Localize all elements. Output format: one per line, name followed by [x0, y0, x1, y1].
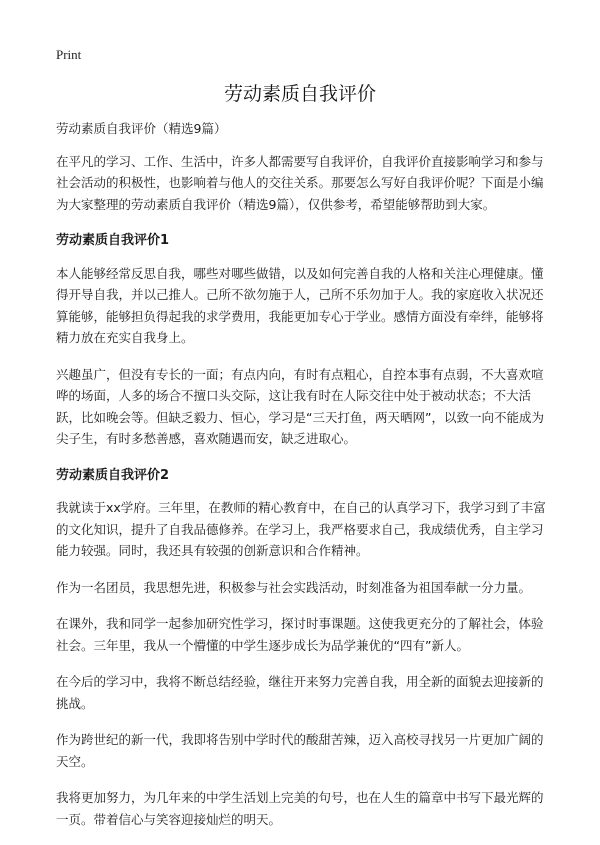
intro-paragraph: 在平凡的学习、工作、生活中，许多人都需要写自我评价，自我评价直接影响学习和参与社会活动的积极性，也影响着与他人的交往关系。那要怎么写好自我评价呢？下面是小编为大家整理的劳动素质自我评价（精选9篇），仅供参考，希望能够帮助到大家。	[56, 153, 544, 212]
section-paragraph: 兴趣虽广，但没有专长的一面；有点内向，有时有点粗心，自控本事有点弱，不大喜欢喧哗的场面，人多的场合不擅口头交际，这让我有时在人际交往中处于被动状态；不大活跃，比如晚会等。但缺乏毅力、恒心，学习是“三天打鱼，两天晒网”，以致一向不能成为尖子生，有时多愁善感，喜欢随遇而安，缺乏进取心。	[56, 366, 544, 446]
section-paragraph: 作为一名团员，我思想先进，积极参与社会实践活动，时刻准备为祖国奉献一分力量。	[56, 579, 532, 595]
print-link[interactable]: Print	[56, 47, 82, 62]
page-title: 劳动素质自我评价	[223, 83, 376, 105]
section-paragraph: 作为跨世纪的新一代，我即将告别中学时代的酸甜苦辣，迈入高校寻找另一片更加广阔的天空。	[56, 732, 544, 769]
document-body	[56, 118, 552, 845]
section-paragraph: 在课外，我和同学一起参加研究性学习，探讨时事课题。这使我更充分的了解社会，体验社会。三年里，我从一个懵懂的中学生逐步成长为品学兼优的“四有”新人。	[56, 616, 544, 653]
section-paragraph: 我将更加努力，为几年来的中学生活划上完美的句号，也在人生的篇章中书写下最光辉的一页。带着信心与笑容迎接灿烂的明天。	[56, 790, 544, 827]
section-paragraph: 本人能够经常反思自我，哪些对哪些做错，以及如何完善自我的人格和关注心理健康。懂得开导自我，并以己推人。己所不欲勿施于人，己所不乐勿加于人。我的家庭收入状况还算能够，能够担负得起我的求学费用，我能更加专心于学业。感情方面没有牵绊，能够将精力放在充实自我身上。	[56, 265, 544, 345]
section-paragraph: 在今后的学习中，我将不断总结经验，继往开来努力完善自我，用全新的面貌去迎接新的挑战。	[56, 674, 544, 711]
section-paragraph: 我就读于xx学府。三年里，在教师的精心教育中，在自己的认真学习下，我学习到了丰富的文化知识，提升了自我品德修养。在学习上，我严格要求自己，我成绩优秀，自主学习能力较强。同时，我还具有较强的创新意识和合作精神。	[56, 500, 546, 558]
section-heading: 劳动素质自我评价2	[56, 467, 170, 483]
section-heading: 劳动素质自我评价1	[56, 233, 170, 248]
document-subtitle: 劳动素质自我评价（精选9篇）	[56, 121, 227, 136]
